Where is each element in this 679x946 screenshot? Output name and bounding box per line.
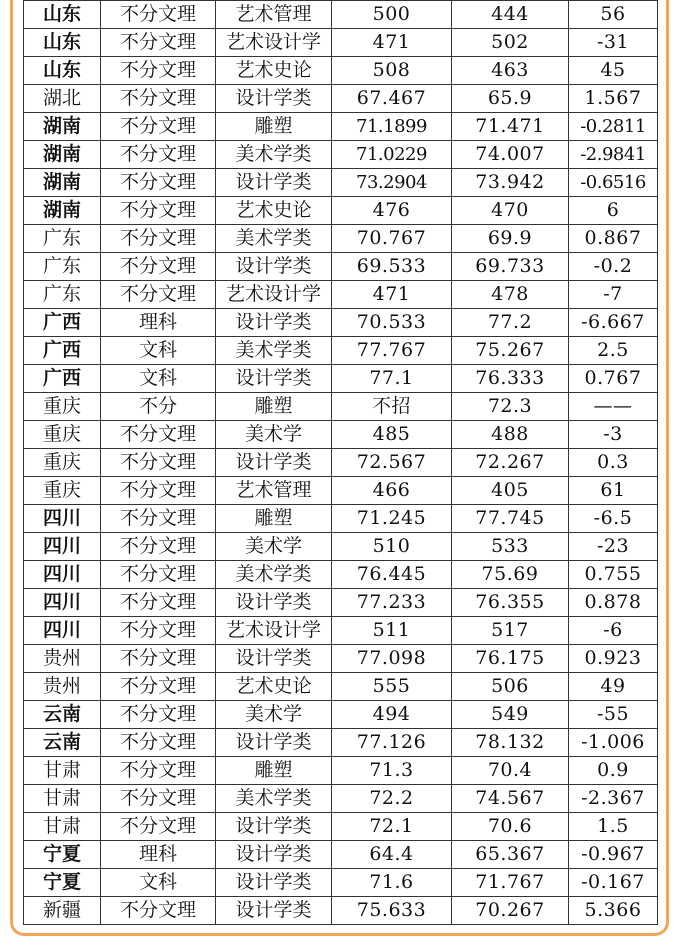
score-2018-cell: 478 (452, 281, 569, 309)
table-row (24, 869, 658, 897)
score-2018-cell: 517 (452, 617, 569, 645)
province-cell: 山东 (24, 57, 101, 85)
table-row (24, 253, 658, 281)
score-2019-cell: 77.1 (332, 365, 452, 393)
score-2018-cell: 76.355 (452, 589, 569, 617)
difference-cell: 45 (569, 57, 658, 85)
difference-cell: -0.6516 (569, 169, 658, 197)
table-row (24, 281, 658, 309)
major-cell: 设计学类 (216, 589, 332, 617)
category-cell: 不分文理 (101, 169, 216, 197)
category-cell: 不分文理 (101, 757, 216, 785)
score-2019-cell: 71.245 (332, 505, 452, 533)
major-cell: 艺术设计学 (216, 29, 332, 57)
score-2018-cell: 74.007 (452, 141, 569, 169)
score-2019-cell: 75.633 (332, 897, 452, 925)
score-2018-cell: 70.4 (452, 757, 569, 785)
score-2018-cell: 72.267 (452, 449, 569, 477)
difference-cell: 0.3 (569, 449, 658, 477)
province-cell: 四川 (24, 589, 101, 617)
table-row (24, 57, 658, 85)
table-row (24, 449, 658, 477)
difference-cell: 0.9 (569, 757, 658, 785)
province-cell: 四川 (24, 505, 101, 533)
difference-cell: -3 (569, 421, 658, 449)
score-2018-cell: 71.471 (452, 113, 569, 141)
score-2018-cell: 502 (452, 29, 569, 57)
difference-cell: 0.878 (569, 589, 658, 617)
province-cell: 重庆 (24, 477, 101, 505)
category-cell: 不分文理 (101, 897, 216, 925)
score-2019-cell: 72.1 (332, 813, 452, 841)
score-table-container (23, 0, 657, 925)
category-cell: 不分文理 (101, 505, 216, 533)
score-2018-cell: 78.132 (452, 729, 569, 757)
province-cell: 广东 (24, 225, 101, 253)
major-cell: 艺术管理 (216, 477, 332, 505)
category-cell: 不分文理 (101, 561, 216, 589)
score-2019-cell: 466 (332, 477, 452, 505)
score-2019-cell: 不招 (332, 393, 452, 421)
score-table (23, 0, 658, 925)
score-2018-cell: 69.9 (452, 225, 569, 253)
score-2018-cell: 405 (452, 477, 569, 505)
table-row (24, 1, 658, 29)
major-cell: 雕塑 (216, 757, 332, 785)
province-cell: 湖南 (24, 113, 101, 141)
score-2018-cell: 73.942 (452, 169, 569, 197)
table-row (24, 897, 658, 925)
category-cell: 不分文理 (101, 197, 216, 225)
major-cell: 设计学类 (216, 897, 332, 925)
province-cell: 新疆 (24, 897, 101, 925)
difference-cell: 1.5 (569, 813, 658, 841)
table-row (24, 785, 658, 813)
score-2018-cell: 74.567 (452, 785, 569, 813)
table-row (24, 757, 658, 785)
difference-cell: -55 (569, 701, 658, 729)
difference-cell: 61 (569, 477, 658, 505)
score-2018-cell: 72.3 (452, 393, 569, 421)
table-row (24, 225, 658, 253)
score-2018-cell: 71.767 (452, 869, 569, 897)
category-cell: 不分文理 (101, 673, 216, 701)
category-cell: 不分文理 (101, 729, 216, 757)
province-cell: 四川 (24, 561, 101, 589)
score-2019-cell: 64.4 (332, 841, 452, 869)
score-2019-cell: 72.567 (332, 449, 452, 477)
score-2019-cell: 76.445 (332, 561, 452, 589)
category-cell: 不分文理 (101, 785, 216, 813)
difference-cell: -23 (569, 533, 658, 561)
score-2019-cell: 71.0229 (332, 141, 452, 169)
category-cell: 不分文理 (101, 589, 216, 617)
major-cell: 美术学类 (216, 141, 332, 169)
score-2018-cell: 75.267 (452, 337, 569, 365)
major-cell: 设计学类 (216, 729, 332, 757)
table-row (24, 169, 658, 197)
category-cell: 不分文理 (101, 701, 216, 729)
score-2019-cell: 67.467 (332, 85, 452, 113)
major-cell: 雕塑 (216, 393, 332, 421)
major-cell: 设计学类 (216, 85, 332, 113)
category-cell: 不分文理 (101, 253, 216, 281)
table-row (24, 617, 658, 645)
score-2018-cell: 77.745 (452, 505, 569, 533)
province-cell: 云南 (24, 729, 101, 757)
category-cell: 文科 (101, 365, 216, 393)
difference-cell: -7 (569, 281, 658, 309)
category-cell: 不分文理 (101, 645, 216, 673)
score-2019-cell: 510 (332, 533, 452, 561)
score-2019-cell: 476 (332, 197, 452, 225)
difference-cell: -6.5 (569, 505, 658, 533)
score-2018-cell: 65.9 (452, 85, 569, 113)
difference-cell: -31 (569, 29, 658, 57)
province-cell: 云南 (24, 701, 101, 729)
score-2018-cell: 77.2 (452, 309, 569, 337)
major-cell: 艺术设计学 (216, 617, 332, 645)
province-cell: 广西 (24, 309, 101, 337)
category-cell: 不分文理 (101, 225, 216, 253)
major-cell: 设计学类 (216, 309, 332, 337)
score-2019-cell: 70.767 (332, 225, 452, 253)
major-cell: 美术学类 (216, 337, 332, 365)
table-row (24, 505, 658, 533)
province-cell: 山东 (24, 29, 101, 57)
province-cell: 四川 (24, 533, 101, 561)
category-cell: 文科 (101, 869, 216, 897)
major-cell: 艺术设计学 (216, 281, 332, 309)
table-row (24, 113, 658, 141)
major-cell: 设计学类 (216, 645, 332, 673)
province-cell: 四川 (24, 617, 101, 645)
difference-cell: -0.167 (569, 869, 658, 897)
table-row (24, 141, 658, 169)
score-2019-cell: 72.2 (332, 785, 452, 813)
table-row (24, 841, 658, 869)
difference-cell: 6 (569, 197, 658, 225)
category-cell: 不分文理 (101, 57, 216, 85)
difference-cell: 1.567 (569, 85, 658, 113)
table-row (24, 729, 658, 757)
major-cell: 艺术史论 (216, 673, 332, 701)
category-cell: 不分文理 (101, 617, 216, 645)
major-cell: 设计学类 (216, 449, 332, 477)
table-row (24, 421, 658, 449)
category-cell: 不分文理 (101, 29, 216, 57)
major-cell: 美术学 (216, 421, 332, 449)
category-cell: 不分文理 (101, 113, 216, 141)
score-2018-cell: 76.175 (452, 645, 569, 673)
major-cell: 设计学类 (216, 365, 332, 393)
province-cell: 广西 (24, 365, 101, 393)
major-cell: 艺术史论 (216, 197, 332, 225)
major-cell: 美术学类 (216, 225, 332, 253)
major-cell: 美术学 (216, 701, 332, 729)
table-row (24, 85, 658, 113)
category-cell: 不分文理 (101, 1, 216, 29)
major-cell: 设计学类 (216, 869, 332, 897)
score-2018-cell: 533 (452, 533, 569, 561)
major-cell: 艺术史论 (216, 57, 332, 85)
table-row (24, 365, 658, 393)
score-2018-cell: 444 (452, 1, 569, 29)
province-cell: 重庆 (24, 449, 101, 477)
difference-cell: -2.9841 (569, 141, 658, 169)
category-cell: 理科 (101, 309, 216, 337)
score-2019-cell: 555 (332, 673, 452, 701)
difference-cell: -2.367 (569, 785, 658, 813)
major-cell: 雕塑 (216, 505, 332, 533)
province-cell: 湖南 (24, 169, 101, 197)
score-2018-cell: 70.6 (452, 813, 569, 841)
score-2018-cell: 75.69 (452, 561, 569, 589)
province-cell: 宁夏 (24, 869, 101, 897)
major-cell: 设计学类 (216, 813, 332, 841)
score-2019-cell: 71.3 (332, 757, 452, 785)
difference-cell: —— (569, 393, 658, 421)
score-2019-cell: 77.126 (332, 729, 452, 757)
difference-cell: -6.667 (569, 309, 658, 337)
major-cell: 美术学类 (216, 561, 332, 589)
score-2019-cell: 73.2904 (332, 169, 452, 197)
score-2019-cell: 471 (332, 29, 452, 57)
difference-cell: 5.366 (569, 897, 658, 925)
table-row (24, 337, 658, 365)
province-cell: 甘肃 (24, 813, 101, 841)
province-cell: 广东 (24, 281, 101, 309)
difference-cell: -6 (569, 617, 658, 645)
score-2019-cell: 485 (332, 421, 452, 449)
category-cell: 不分文理 (101, 477, 216, 505)
difference-cell: 0.867 (569, 225, 658, 253)
category-cell: 不分文理 (101, 449, 216, 477)
difference-cell: 0.755 (569, 561, 658, 589)
category-cell: 不分文理 (101, 141, 216, 169)
table-row (24, 813, 658, 841)
province-cell: 湖北 (24, 85, 101, 113)
major-cell: 设计学类 (216, 169, 332, 197)
major-cell: 美术学类 (216, 785, 332, 813)
table-row (24, 589, 658, 617)
difference-cell: -1.006 (569, 729, 658, 757)
province-cell: 贵州 (24, 645, 101, 673)
score-2018-cell: 70.267 (452, 897, 569, 925)
province-cell: 广西 (24, 337, 101, 365)
score-2018-cell: 65.367 (452, 841, 569, 869)
difference-cell: 0.767 (569, 365, 658, 393)
score-2018-cell: 470 (452, 197, 569, 225)
table-row (24, 477, 658, 505)
table-row (24, 309, 658, 337)
score-2019-cell: 511 (332, 617, 452, 645)
score-2019-cell: 70.533 (332, 309, 452, 337)
major-cell: 设计学类 (216, 841, 332, 869)
score-2018-cell: 76.333 (452, 365, 569, 393)
category-cell: 理科 (101, 841, 216, 869)
score-2018-cell: 69.733 (452, 253, 569, 281)
province-cell: 重庆 (24, 421, 101, 449)
province-cell: 广东 (24, 253, 101, 281)
score-2019-cell: 508 (332, 57, 452, 85)
table-row (24, 29, 658, 57)
table-row (24, 673, 658, 701)
score-2019-cell: 471 (332, 281, 452, 309)
table-row (24, 393, 658, 421)
table-row (24, 197, 658, 225)
table-row (24, 645, 658, 673)
difference-cell: -0.2 (569, 253, 658, 281)
province-cell: 甘肃 (24, 785, 101, 813)
major-cell: 设计学类 (216, 253, 332, 281)
major-cell: 雕塑 (216, 113, 332, 141)
category-cell: 不分文理 (101, 421, 216, 449)
score-2019-cell: 69.533 (332, 253, 452, 281)
score-2018-cell: 463 (452, 57, 569, 85)
score-2019-cell: 71.1899 (332, 113, 452, 141)
score-2018-cell: 506 (452, 673, 569, 701)
difference-cell: 2.5 (569, 337, 658, 365)
province-cell: 宁夏 (24, 841, 101, 869)
score-2019-cell: 77.098 (332, 645, 452, 673)
score-2018-cell: 488 (452, 421, 569, 449)
table-row (24, 533, 658, 561)
category-cell: 不分文理 (101, 533, 216, 561)
category-cell: 不分 (101, 393, 216, 421)
category-cell: 不分文理 (101, 813, 216, 841)
score-2019-cell: 77.767 (332, 337, 452, 365)
difference-cell: -0.2811 (569, 113, 658, 141)
table-row (24, 561, 658, 589)
province-cell: 湖南 (24, 141, 101, 169)
province-cell: 贵州 (24, 673, 101, 701)
category-cell: 不分文理 (101, 85, 216, 113)
score-table-body (24, 1, 658, 925)
difference-cell: 49 (569, 673, 658, 701)
difference-cell: -0.967 (569, 841, 658, 869)
score-2019-cell: 494 (332, 701, 452, 729)
score-2019-cell: 71.6 (332, 869, 452, 897)
score-2019-cell: 77.233 (332, 589, 452, 617)
score-2019-cell: 500 (332, 1, 452, 29)
province-cell: 甘肃 (24, 757, 101, 785)
major-cell: 美术学 (216, 533, 332, 561)
province-cell: 山东 (24, 1, 101, 29)
difference-cell: 56 (569, 1, 658, 29)
score-2018-cell: 549 (452, 701, 569, 729)
table-row (24, 701, 658, 729)
province-cell: 重庆 (24, 393, 101, 421)
category-cell: 文科 (101, 337, 216, 365)
category-cell: 不分文理 (101, 281, 216, 309)
difference-cell: 0.923 (569, 645, 658, 673)
major-cell: 艺术管理 (216, 1, 332, 29)
province-cell: 湖南 (24, 197, 101, 225)
